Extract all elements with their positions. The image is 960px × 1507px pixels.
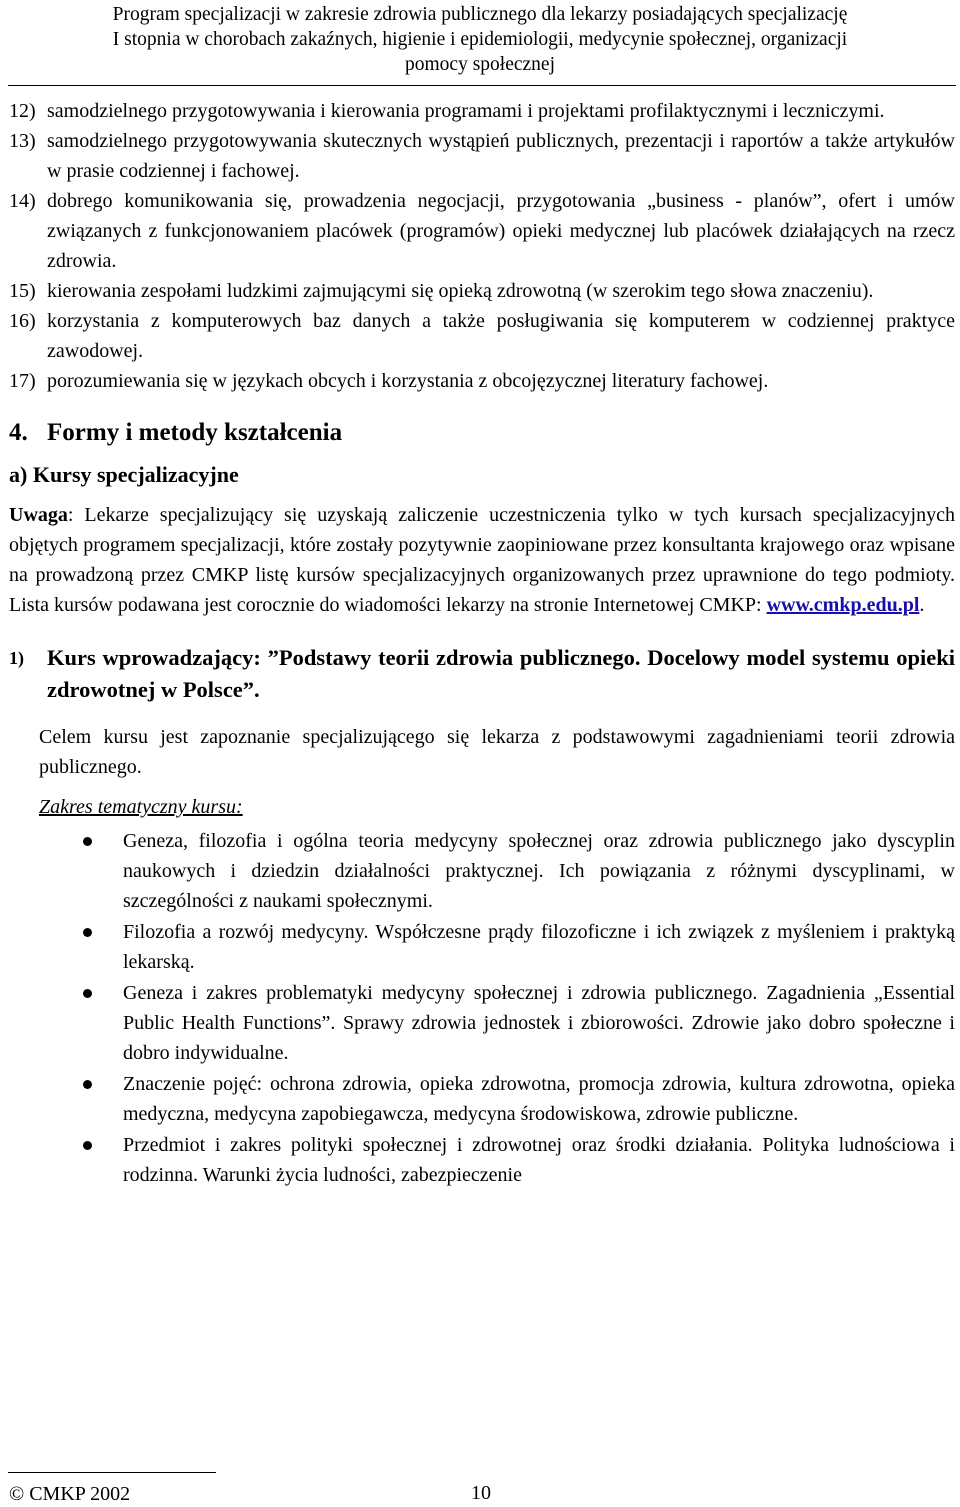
skill-text: samodzielnego przygotowywania i kierowania programami i projektami profilaktycznymi i leczniczymi. (47, 100, 885, 122)
skill-number: 14) (9, 190, 36, 212)
bullet-icon (39, 917, 123, 977)
section-heading (9, 414, 955, 452)
skill-text: samodzielnego przygotowywania skutecznych wystąpień publicznych, prezentacji i raportów a także artykułów w prasie codziennej i fachowej. (47, 130, 955, 182)
note-label: Uwaga (9, 504, 68, 526)
course-number: 1) (9, 648, 24, 668)
skill-item-16 (9, 306, 955, 366)
skill-item-14 (9, 186, 955, 276)
topic-text: Geneza, filozofia i ogólna teoria medycyny społecznej oraz zdrowia publicznego jako dyscyplin naukowych i dziedzin działalności praktycznej. Ich powiązania z różnymi dyscyplinami, w szczególności z naukami społecznymi. (123, 830, 955, 912)
bullet-icon (39, 826, 123, 916)
footer-copyright: © CMKP 2002 (9, 1483, 131, 1505)
skill-text: dobrego komunikowania się, prowadzenia negocjacji, przygotowania „business - planów”, ofert i umów związanych z funkcjonowaniem placówek (programów) opieki medycznej lub placówek działających na rzecz zdrowia. (47, 190, 955, 272)
bullet-icon (39, 1130, 123, 1190)
bullet-icon (39, 978, 123, 1068)
topic-text: Filozofia a rozwój medycyny. Współczesne prądy filozoficzne i ich związek z myśleniem i praktyką lekarską. (123, 921, 955, 973)
header-divider (8, 85, 956, 86)
skill-number: 12) (9, 100, 36, 122)
page-number: 10 (471, 1482, 491, 1504)
section-title: Formy i metody kształcenia (47, 419, 343, 446)
section-number: 4. (9, 419, 28, 446)
skill-number: 17) (9, 370, 36, 392)
topic-item (39, 978, 955, 1068)
course-goal: Celem kursu jest zapoznanie specjalizującego się lekarza z podstawowymi zagadnieniami teorii zdrowia publicznego. (39, 726, 955, 778)
topic-text: Geneza i zakres problematyki medycyny społecznej i zdrowia publicznego. Zagadnienia „Essential Public Health Functions”. Sprawy zdrowia jednostek i zbiorowości. Zdrowie jako dobro społeczne i dobro indywidualne. (123, 982, 955, 1064)
topic-item (39, 917, 955, 977)
skill-text: kierowania zespołami ludzkimi zajmującymi się opieką zdrowotną (w szerokim tego słowa znaczeniu). (47, 280, 874, 302)
scope-title: Zakres tematyczny kursu: (39, 796, 243, 818)
skill-text: porozumiewania się w językach obcych i korzystania z obcojęzycznej literatury fachowej. (47, 370, 769, 392)
header-line-2: I stopnia w chorobach zakaźnych, higienie i epidemiologii, medycynie społecznej, organizacji (112, 29, 848, 50)
skill-item-13 (9, 126, 955, 186)
note-end: . (919, 594, 925, 616)
course-heading (9, 642, 955, 706)
course-title: Kurs wprowadzający: ”Podstawy teorii zdrowia publicznego. Docelowy model systemu opieki zdrowotnej w Polsce”. (47, 645, 955, 702)
topic-text: Znaczenie pojęć: ochrona zdrowia, opieka zdrowotna, promocja zdrowia, kultura zdrowotna, opieka medyczna, medycyna zapobiegawcza, medycyna środowiskowa, zdrowie publiczne. (123, 1073, 955, 1125)
skill-number: 16) (9, 310, 36, 332)
topic-item (39, 1069, 955, 1129)
note-text: : Lekarze specjalizujący się uzyskają zaliczenie uczestniczenia tylko w tych kursach specjalizacyjnych objętych programem specjalizacji, które zostały pozytywnie zaopiniowane przez konsultanta krajowego oraz wpisane na prowadzoną przez CMKP listę kursów specjalizacyjnych organizowanych przez uprawnione do tego podmioty. Lista kursów podawana jest corocznie do wiadomości lekarzy na stronie Internetowej CMKP: (9, 504, 955, 616)
skill-number: 15) (9, 280, 36, 302)
cmkp-website-link[interactable]: www.cmkp.edu.pl (766, 594, 920, 616)
page-header (0, 2, 960, 77)
topic-item (39, 826, 955, 916)
skill-text: korzystania z komputerowych baz danych a także posługiwania się komputerem w codziennej praktyce zawodowej. (47, 310, 955, 362)
skill-item-15 (9, 276, 955, 306)
footer-divider (8, 1472, 216, 1473)
topic-list (39, 826, 955, 1190)
subsection-heading: a) Kursy specjalizacyjne (9, 462, 239, 487)
header-line-1: Program specjalizacji w zakresie zdrowia publicznego dla lekarzy posiadających specjalizację (112, 4, 848, 25)
bullet-icon (39, 1069, 123, 1129)
topic-text: Przedmiot i zakres polityki społecznej i zdrowotnej oraz środki działania. Polityka ludnościowa i rodzinna. Warunki życia ludności, zabezpieczenie (123, 1134, 955, 1186)
skill-number: 13) (9, 130, 36, 152)
note-paragraph (9, 500, 955, 620)
header-line-3: pomocy społecznej (405, 54, 555, 75)
document-body (9, 96, 955, 1190)
skill-item-12 (9, 96, 955, 126)
skill-item-17 (9, 366, 955, 396)
topic-item (39, 1130, 955, 1190)
